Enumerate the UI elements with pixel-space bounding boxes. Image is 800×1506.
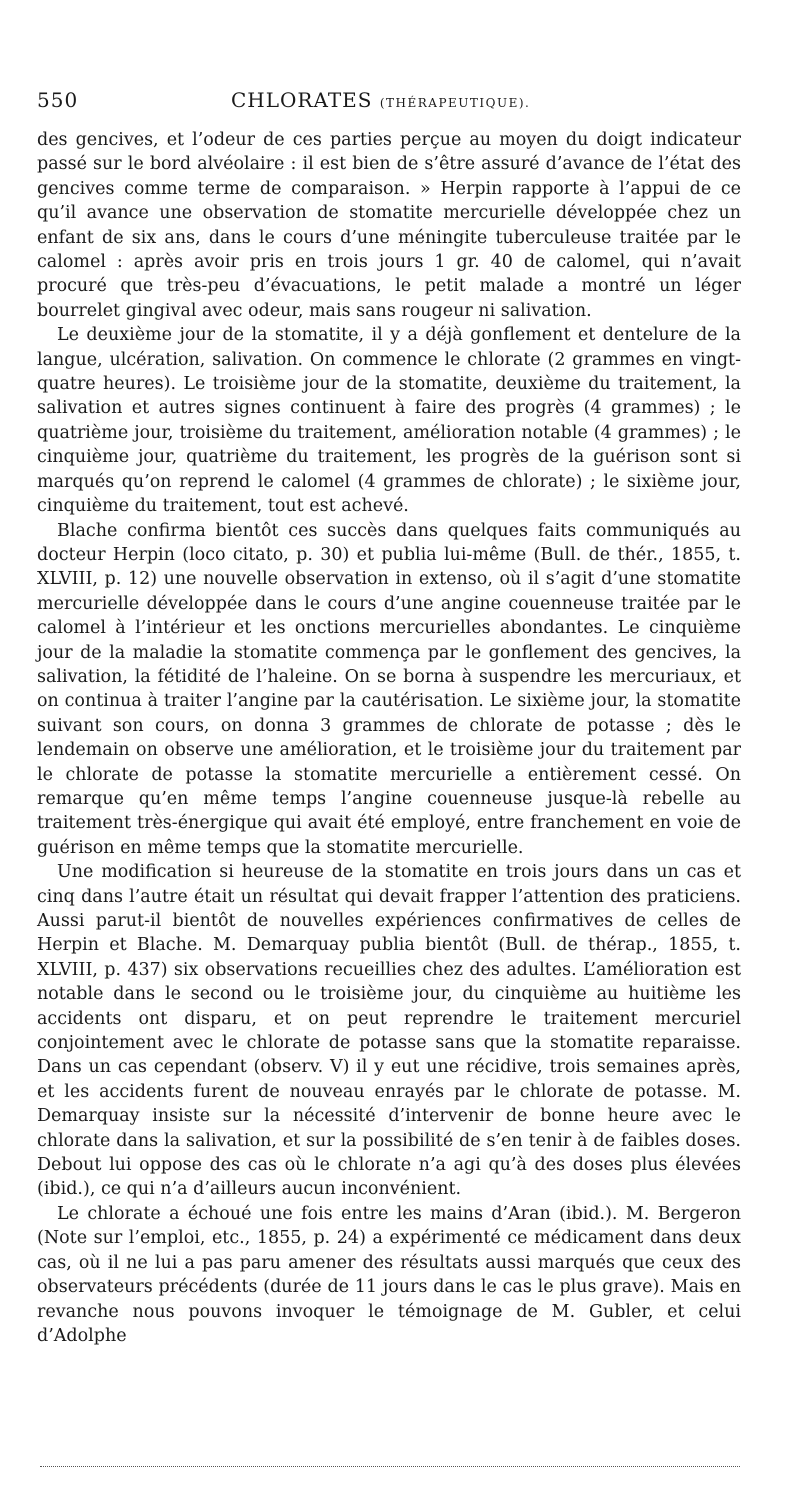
paragraph-blache: Blache confirma bientôt ces succès dans quelques faits communiqués au docteur Herpin (loco citato, p. 30) et publia lui-même (Bull. de thér., 1855, t. XLVIII, p. 12) une nouvelle observation in extenso, où il s’agit d’une stomatite mercurielle développée dans le cours d’une angine couenneuse traitée par le calomel à l’intérieur et les onctions mercurielles abondantes. Le cinquième jour de la maladie la stomatite commença par le gonflement des gencives, la salivation, la fétidité de l’haleine. On se borna à suspendre les mercuriaux, et on continua à traiter l’angine par la cautérisation. Le sixième jour, la stomatite suivant son cours, on donna 3 grammes de chlorate de potasse ; dès le lendemain on observe une amélioration, et le troisième jour du traitement par le chlorate de potasse la stomatite mercurielle a entièrement cessé. On remarque qu’en même temps l’angine couenneuse jusque-là rebelle au traitement très-énergique qui avait été employé, entre franchement en voie de guérison en même temps que la stomatite mercurielle.	[37, 520, 741, 858]
page-number: 550	[37, 88, 79, 112]
footer-rule	[40, 1466, 740, 1467]
book-page	[37, 88, 741, 1348]
paragraph-stomatitis-days: Le deuxième jour de la stomatite, il y a déjà gonflement et dentelure de la langue, ulcération, salivation. On commence le chlorate (2 grammes en vingt-quatre heures). Le troisième jour de la stomatite, deuxième du traitement, la salivation et autres signes continuent à faire des progrès (4 grammes) ; le quatrième jour, troisième du traitement, amélioration notable (4 grammes) ; le cinquième jour, quatrième du traitement, les progrès de la guérison sont si marqués qu’on reprend le calomel (4 grammes de chlorate) ; le sixième jour, cinquième du traitement, tout est achevé.	[37, 325, 741, 517]
paragraph-aran-bergeron: Le chlorate a échoué une fois entre les mains d’Aran (ibid.). M. Bergeron (Note sur l’emploi, etc., 1855, p. 24) a expérimenté ce médicament dans deux cas, où il ne lui a pas paru amener des résultats aussi marqués que ceux des observateurs précédents (durée de 11 jours dans le cas le plus grave). Mais en revanche nous pouvons invoquer le témoignage de M. Gubler, et celui d’Adolphe	[37, 1203, 741, 1346]
running-title-main: CHLORATES	[231, 88, 373, 112]
running-title-sub: (THÉRAPEUTIQUE).	[379, 96, 531, 110]
paragraph-demarquay: Une modification si heureuse de la stomatite en trois jours dans un cas et cinq dans l’autre était un résultat qui devait frapper l’attention des praticiens. Aussi parut-il bientôt de nouvelles expériences confirmatives de celles de Herpin et Blache. M. Demarquay publia bientôt (Bull. de thérap., 1855, t. XLVIII, p. 437) six observations recueillies chez des adultes. L’amélioration est notable dans le second ou le troisième jour, du cinquième au huitième les accidents ont disparu, et on peut reprendre le traitement mercuriel conjointement avec le chlorate de potasse sans que la stomatite reparaisse. Dans un cas cependant (observ. V) il y eut une récidive, trois semaines après, et les accidents furent de nouveau enrayés par le chlorate de potasse. M. Demarquay insiste sur la nécessité d’intervenir de bonne heure avec le chlorate dans la salivation, et sur la possibilité de s’en tenir à de faibles doses. Debout lui oppose des cas où le chlorate n’a agi qu’à des doses plus élevées (ibid.), ce qui n’a d’ailleurs aucun inconvénient.	[37, 862, 741, 1200]
running-head	[37, 88, 741, 128]
running-title	[231, 88, 530, 112]
paragraph-continuation: des gencives, et l’odeur de ces parties perçue au moyen du doigt indicateur passé sur le bord alvéolaire : il est bien de s’être assuré d’avance de l’état des gencives comme terme de comparaison. » Herpin rapporte à l’appui de ce qu’il avance une observation de stomatite mercurielle développée chez un enfant de six ans, dans le cours d’une méningite tuberculeuse traitée par le calomel : après avoir pris en trois jours 1 gr. 40 de calomel, qui n’avait procuré que très-peu d’évacuations, le petit malade a montré un léger bourrelet gingival avec odeur, mais sans rougeur ni salivation.	[37, 130, 741, 321]
